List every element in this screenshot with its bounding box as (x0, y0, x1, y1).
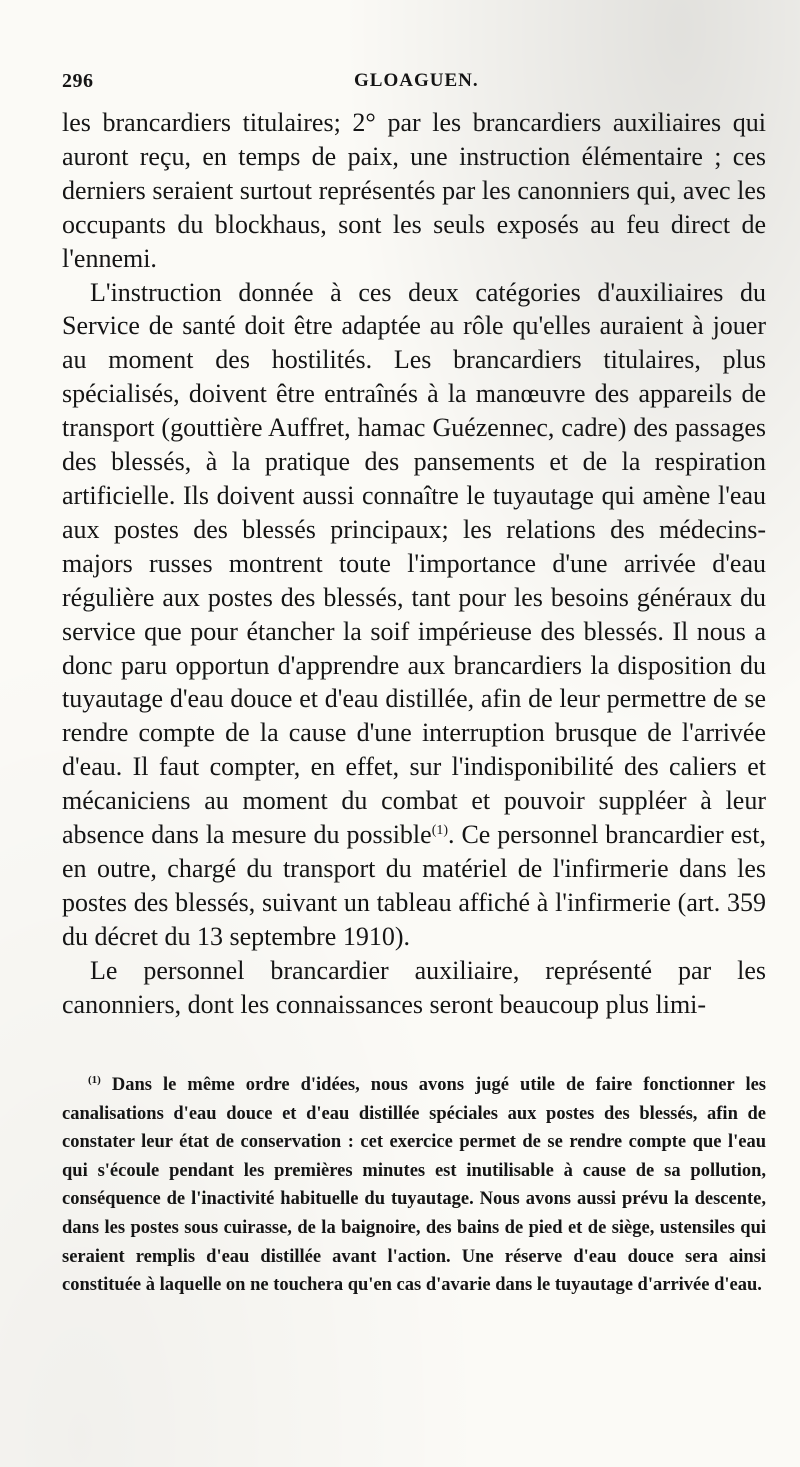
page-header (62, 70, 767, 98)
paragraph-3: Le personnel brancardier auxiliaire, représenté par les canonniers, dont les connaissances seront beaucoup plus limi- (62, 955, 766, 1019)
paragraph-2 (62, 276, 766, 954)
footnote (62, 1071, 766, 1300)
paragraph-1: les brancardiers titulaires; 2° par les brancardiers auxiliaires qui auront reçu, en temps de paix, une instruction élémentaire ; ces derniers seraient surtout représentés par les canonniers qui, avec les occupants du blockhaus, sont les seuls exposés au feu direct de l'ennemi. (62, 108, 766, 273)
footnote-marker: (1) (88, 1074, 101, 1086)
footnote-reference: (1) (431, 823, 449, 839)
paragraph-2-text-b: . Ce personnel brancardier est, en outre, chargé du transport du matériel de l'infirmerie dans les postes des blessés, suivant un tableau affiché à l'infirmerie (art. 359 du décret du 13 septembre 1910). (62, 820, 766, 951)
paragraph-2-text-a: L'instruction donnée à ces deux catégories d'auxiliaires du Service de santé doit être adaptée au rôle qu'elles auraient à jouer au moment des hostilités. Les brancardiers titulaires, plus spécialisés, doivent être entraînés à la manœuvre des appareils de transport (gouttière Auffret, hamac Guézennec, cadre) des passages des blessés, à la pratique des pansements et de la respiration artificielle. Ils doivent aussi connaître le tuyautage qui amène l'eau aux postes des blessés principaux; les relations des médecins-majors russes montrent toute l'importance d'une arrivée d'eau régulière aux postes des blessés, tant pour les besoins généraux du service que pour étancher la soif impérieuse des blessés. Il nous a donc paru opportun d'apprendre aux brancardiers la disposition du tuyautage d'eau douce et d'eau distillée, afin de leur permettre de se rendre compte de la cause d'une interruption brusque de l'arrivée d'eau. Il faut compter, en effet, sur l'indisponibilité des caliers et mécaniciens au moment du combat et pouvoir suppléer à leur absence dans la mesure du possible (62, 277, 766, 850)
main-text (62, 106, 766, 1021)
page-number: 296 (62, 70, 94, 92)
footnote-paragraph (62, 1071, 766, 1300)
running-head: GLOAGUEN. (354, 70, 479, 91)
footnote-text: Dans le même ordre d'idées, nous avons jugé utile de faire fonctionner les canalisations d'eau douce et d'eau distillée spéciales aux postes des blessés, afin de constater leur état de conservation : cet exercice permet de se rendre compte que l'eau qui s'écoule pendant les premières minutes est inutilisable à cause de sa pollution, conséquence de l'inactivité habituelle du tuyautage. Nous avons aussi prévu la descente, dans les postes sous cuirasse, de la baignoire, des bains de pied et de siège, ustensiles qui seraient remplis d'eau distillée avant l'action. Une réserve d'eau douce sera ainsi constituée à laquelle on ne touchera qu'en cas d'avarie dans le tuyautage d'arrivée d'eau. (62, 1075, 766, 1296)
